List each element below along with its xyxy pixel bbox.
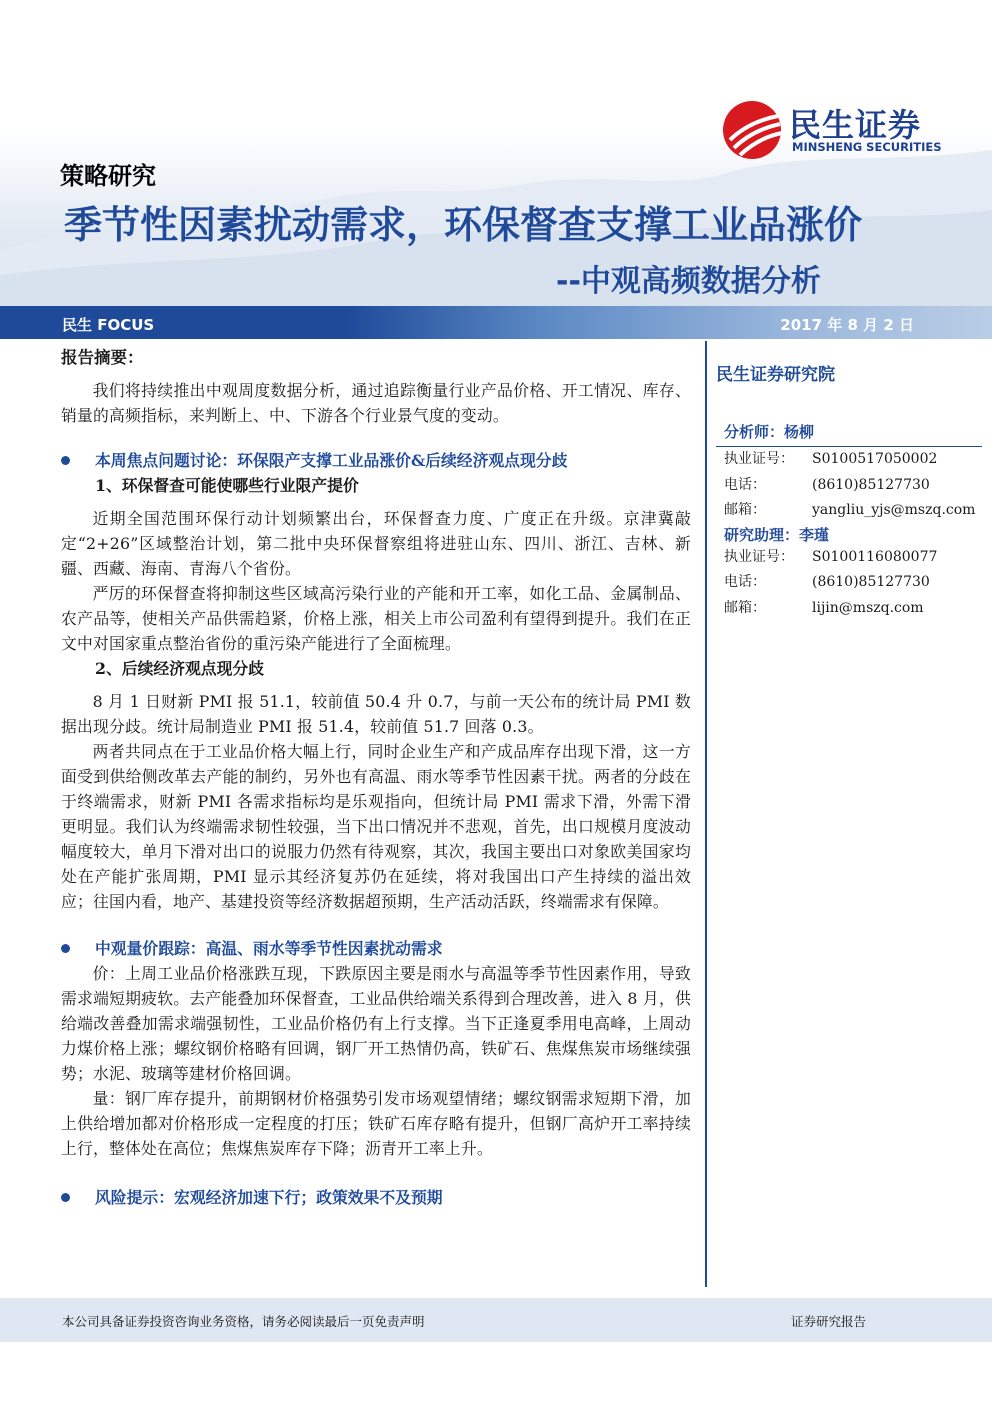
assistant-license: 执业证号： S0100116080077 <box>724 548 938 565</box>
analyst-role: 分析师：杨柳 <box>716 421 982 447</box>
bullet-icon <box>61 1193 70 1202</box>
main-content <box>61 344 691 1210</box>
footer-report-type: 证券研究报告 <box>790 1314 866 1329</box>
institute-name: 民生证券研究院 <box>716 365 835 385</box>
report-title: 季节性因素扰动需求，环保督查支撑工业品涨价 <box>64 203 863 247</box>
risk-heading-text: 风险提示：宏观经济加速下行；政策效果不及预期 <box>95 1188 443 1207</box>
focus-heading-text: 本周焦点问题讨论：环保限产支撑工业品涨价&后续经济观点现分歧 <box>95 451 568 470</box>
assistant-info <box>716 545 986 622</box>
page-footer <box>0 1298 992 1342</box>
bullet-icon <box>61 944 70 953</box>
assistant-role: 研究助理：李瑾 <box>724 525 830 544</box>
series-label: 民生 FOCUS <box>62 316 155 334</box>
tracking-paragraph-price: 价：上周工业品价格涨跌互现，下跌原因主要是雨水与高温等季节性因素作用，导致需求端短期疲软。去产能叠加环保督查，工业品供给端关系得到合理改善，进入 8 月，供给端改善叠加需求端强韧性，工业品价格仍有上行支撑。当下正逢夏季用电高峰，上周动力煤价格上涨；螺纹钢价格略有回调，钢厂开工热情仍高，铁矿石、焦煤焦炭市场继续强势；水泥、玻璃等建材价格回调。 <box>61 964 691 1083</box>
sidebar <box>716 360 986 622</box>
assistant-phone: 电话： (8610)85127730 <box>724 574 930 591</box>
focus-paragraph-3: 8 月 1 日财新 PMI 报 51.1，较前值 50.4 升 0.7，与前一天公布的统计局 PMI 数据出现分歧。统计局制造业 PMI 报 51.4，较前值 51.7 回落 0.3。 <box>61 692 691 736</box>
logo-english-name: MINSHENG SECURITIES <box>792 140 942 154</box>
focus-subheading-2: 2、后续经济观点现分歧 <box>95 659 264 678</box>
tracking-heading-text: 中观量价跟踪：高温、雨水等季节性因素扰动需求 <box>95 939 443 958</box>
risk-heading <box>61 1185 691 1210</box>
tracking-paragraph-volume: 量：钢厂库存提升，前期钢材价格强势引发市场观望情绪；螺纹钢需求短期下滑，加上供给增加都对价格形成一定程度的打压；铁矿石库存略有提升，但钢厂高炉开工率持续上行，整体处在高位；焦煤焦炭库存下降；沥青开工率上升。 <box>61 1089 691 1158</box>
analyst-phone: 电话： (8610)85127730 <box>724 476 930 493</box>
column-divider <box>705 341 707 1287</box>
focus-heading <box>61 448 691 473</box>
report-category: 策略研究 <box>60 162 156 190</box>
analyst-email[interactable]: 邮箱： yangliu_yjs@mszq.com <box>724 502 976 519</box>
focus-paragraph-2: 严厉的环保督查将抑制这些区域高污染行业的产能和开工率，如化工品、金属制品、农产品等，使相关产品供需趋紧，价格上涨，相关上市公司盈利有望得到提升。我们在正文中对国家重点整治省份的重污染产能进行了全面梳理。 <box>61 584 691 653</box>
focus-paragraph-4: 两者共同点在于工业品价格大幅上行，同时企业生产和产成品库存出现下滑，这一方面受到供给侧改革去产能的制约，另外也有高温、雨水等季节性因素干扰。两者的分歧在于终端需求，财新 PMI 各需求指标均是乐观指向，但统计局 PMI 需求下滑，外需下滑更明显。我们认为终端需求韧性较强，当下出口情况并不悲观，首先，出口规模月度波动幅度较大，单月下滑对出口的说服力仍然有待观察，其次，我国主要出口对象欧美国家均处在产能扩张周期，PMI 显示其经济复苏仍在延续，将对我国出口产生持续的溢出效应；往国内看，地产、基建投资等经济数据超预期，生产活动活跃，终端需求有保障。 <box>61 742 691 911</box>
focus-subheading-1: 1、环保督查可能使哪些行业限产提价 <box>95 476 359 495</box>
report-date: 2017 年 8 月 2 日 <box>780 316 914 334</box>
title-band <box>0 306 992 339</box>
assistant-email[interactable]: 邮箱： lijin@mszq.com <box>724 599 924 616</box>
logo-chinese-name: 民生证券 <box>789 106 922 144</box>
footer-disclaimer: 本公司具备证券投资咨询业务资格，请务必阅读最后一页免责声明 <box>62 1314 425 1329</box>
bullet-icon <box>61 456 70 465</box>
company-logo <box>722 100 962 160</box>
analyst-info <box>716 447 986 524</box>
focus-paragraph-1: 近期全国范围环保行动计划频繁出台，环保督查力度、广度正在升级。京津冀敲定“2+26”区域整治计划，第二批中央环保督察组将进驻山东、四川、浙江、吉林、新疆、西藏、海南、青海八个省份。 <box>61 509 691 578</box>
report-subtitle: --中观高频数据分析 <box>556 264 821 299</box>
logo-emblem-icon <box>722 100 784 160</box>
abstract-heading: 报告摘要： <box>61 348 144 367</box>
analyst-license: 执业证号： S0100517050002 <box>724 451 938 467</box>
abstract-intro: 我们将持续推出中观周度数据分析，通过追踪衡量行业产品价格、开工情况、库存、销量的高频指标，来判断上、中、下游各个行业景气度的变动。 <box>61 381 691 425</box>
tracking-heading <box>61 936 691 961</box>
